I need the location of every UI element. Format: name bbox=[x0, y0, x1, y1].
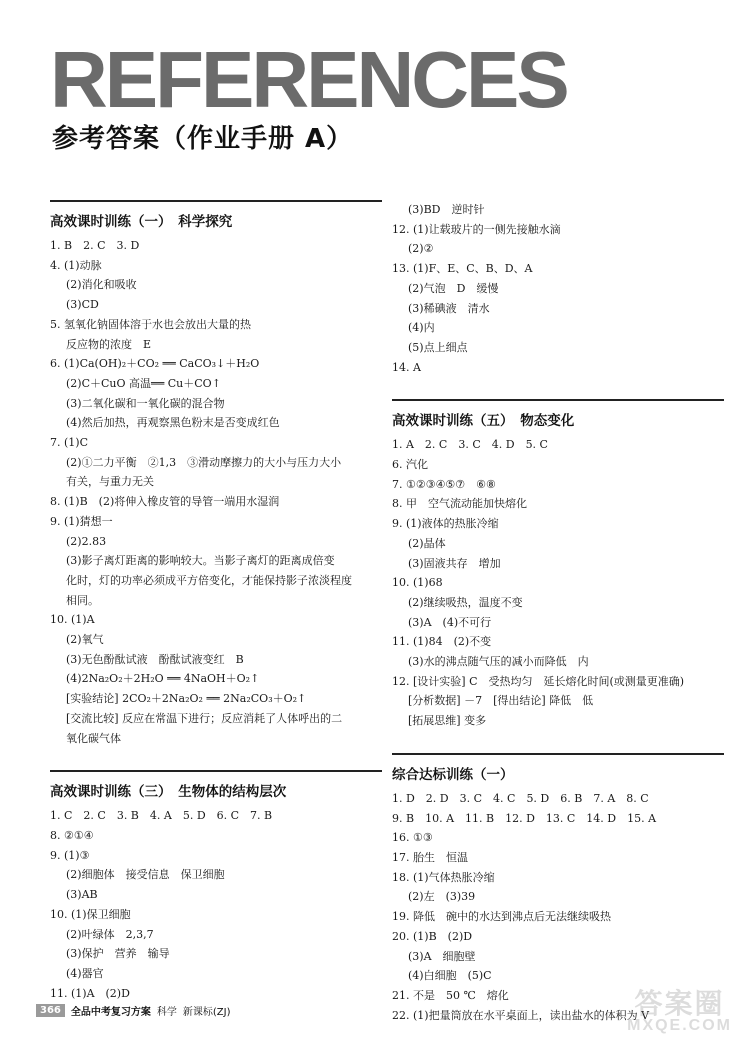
answer-line: (3)A 细胞壁 bbox=[408, 949, 476, 963]
answer-line: (3)CD bbox=[66, 298, 99, 312]
answer-line: 12. (1)让载玻片的一侧先接触水滴 bbox=[392, 222, 561, 236]
answer-line: 19. 降低 碗中的水达到沸点后无法继续吸热 bbox=[392, 910, 611, 924]
answer-line: 7. (1)C bbox=[50, 436, 88, 450]
answer-line: [交流比较] 反应在常温下进行；反应消耗了人体呼出的二 bbox=[66, 711, 343, 725]
answer-line: 21. 不是 50 ℃ 熔化 bbox=[392, 988, 509, 1002]
answer-line: (2)气泡 D 缓慢 bbox=[408, 281, 499, 295]
watermark-top: 答案圈 bbox=[634, 988, 725, 1019]
answer-line: (3)保护 营养 输导 bbox=[66, 947, 170, 961]
answer-line: [拓展思维] 变多 bbox=[408, 714, 487, 728]
answer-line: (3)AB bbox=[66, 888, 98, 902]
answer-section bbox=[50, 200, 382, 748]
answer-line: (3)BD 逆时针 bbox=[408, 203, 485, 216]
page-number: 366 bbox=[36, 1004, 65, 1017]
answer-line: 10. (1)保卫细胞 bbox=[50, 907, 131, 921]
answer-line: 1. B 2. C 3. D bbox=[50, 239, 140, 252]
section-heading: 高效课时训练（一） 科学探究 bbox=[50, 200, 382, 230]
answer-line: (3)稀碘液 清水 bbox=[408, 301, 490, 315]
answer-line: 20. (1)B (2)D bbox=[392, 929, 473, 943]
answer-line: (4)内 bbox=[408, 321, 435, 335]
answer-line: 反应物的浓度 E bbox=[66, 337, 152, 351]
footer-subject: 科学 bbox=[156, 1007, 177, 1018]
answer-line: (3)水的沸点随气压的减小而降低 内 bbox=[408, 655, 589, 669]
references-banner: REFERENCES bbox=[50, 35, 567, 124]
answer-line: 10. (1)A bbox=[50, 613, 95, 627]
section-heading: 高效课时训练（五） 物态变化 bbox=[392, 399, 724, 429]
answer-line: 17. 胎生 恒温 bbox=[392, 850, 468, 864]
answer-line: 22. (1)把量筒放在水平桌面上，读出盐水的体积为 V bbox=[392, 1008, 650, 1022]
watermark-bottom: MXQE.COM bbox=[627, 1017, 732, 1034]
left-column bbox=[50, 200, 382, 1025]
answer-line: (2)C＋CuO 高温══ Cu＋CO↑ bbox=[66, 376, 221, 390]
answer-line: 13. (1)F、E、C、B、D、A bbox=[392, 262, 533, 276]
answer-line: (3)影子离灯距离的影响较大。当影子离灯的距离成倍变 bbox=[66, 554, 335, 568]
section-heading: 综合达标训练（一） bbox=[392, 753, 724, 783]
answer-line: 9. B 10. A 11. B 12. D 13. C 14. D 15. A bbox=[392, 811, 657, 825]
answer-line: (3)固液共存 增加 bbox=[408, 556, 501, 570]
answer-section bbox=[50, 770, 382, 1003]
answer-line: 11. (1)A (2)D bbox=[50, 986, 130, 1000]
page-footer bbox=[36, 1003, 230, 1018]
answer-line: 氧化碳气体 bbox=[66, 731, 121, 745]
answer-line: (2)①二力平衡 ②1,3 ③滑动摩擦力的大小与压力大小 bbox=[66, 455, 342, 469]
answer-section bbox=[392, 399, 724, 731]
answer-line: (3)无色酚酞试液 酚酞试液变红 B bbox=[66, 652, 244, 666]
answer-line: [分析数据] －7 [得出结论] 降低 低 bbox=[408, 694, 594, 708]
answer-line: 16. ①③ bbox=[392, 831, 433, 845]
section-heading: 高效课时训练（三） 生物体的结构层次 bbox=[50, 770, 382, 800]
answer-line: 6. (1)Ca(OH)₂＋CO₂ ══ CaCO₃↓＋H₂O bbox=[50, 357, 260, 371]
answer-line: 1. A 2. C 3. C 4. D 5. C bbox=[392, 438, 548, 452]
answer-line: (2)左 (3)39 bbox=[408, 890, 476, 904]
page-subtitle: 参考答案（作业手册 A） bbox=[52, 124, 354, 154]
answer-line: (4)器官 bbox=[66, 966, 104, 980]
answer-line: 8. 甲 空气流动能加快熔化 bbox=[392, 497, 527, 511]
footer-edition: 新课标(ZJ) bbox=[182, 1007, 231, 1018]
answer-line: 8. (1)B (2)将伸入橡皮管的导管一端用水湿润 bbox=[50, 495, 280, 509]
answer-line: (2)晶体 bbox=[408, 536, 446, 550]
answer-line: (3)A (4)不可行 bbox=[408, 615, 492, 629]
answer-line: (5)点上细点 bbox=[408, 340, 468, 354]
answer-line: 18. (1)气体热胀冷缩 bbox=[392, 870, 495, 884]
answer-line: 11. (1)84 (2)不变 bbox=[392, 635, 492, 649]
answer-line: 10. (1)68 bbox=[392, 576, 443, 590]
answer-line: 1. C 2. C 3. B 4. A 5. D 6. C 7. B bbox=[50, 809, 273, 823]
answer-line: (2)2.83 bbox=[66, 534, 107, 548]
answer-line: 化时，灯的功率必须成平方倍变化，才能保持影子浓淡程度 bbox=[66, 573, 352, 587]
answer-line: 8. ②①④ bbox=[50, 828, 94, 842]
footer-series: 全品中考复习方案 bbox=[70, 1007, 151, 1018]
answer-line: (4)然后加热，再观察黑色粉末是否变成红色 bbox=[66, 416, 280, 430]
answer-line: (3)二氧化碳和一氧化碳的混合物 bbox=[66, 396, 225, 410]
right-column bbox=[392, 200, 724, 1047]
answer-line: 7. ①②③④⑤⑦ ⑥⑧ bbox=[392, 477, 496, 491]
answer-line: 4. (1)动脉 bbox=[50, 258, 102, 272]
answer-line: (4)白细胞 (5)C bbox=[408, 969, 492, 983]
answer-line: 9. (1)液体的热胀冷缩 bbox=[392, 517, 499, 531]
answer-line: 14. A bbox=[392, 360, 421, 374]
answer-line: 9. (1)③ bbox=[50, 848, 90, 862]
answer-line: 5. 氢氧化钠固体溶于水也会放出大量的热 bbox=[50, 317, 251, 331]
answer-section bbox=[392, 753, 724, 1025]
answer-line: (2)氧气 bbox=[66, 633, 104, 647]
answer-line: 相同。 bbox=[66, 593, 99, 607]
answer-line: (4)2Na₂O₂＋2H₂O ══ 4NaOH＋O₂↑ bbox=[66, 672, 260, 686]
answer-line: (2)消化和吸收 bbox=[66, 278, 137, 292]
answer-line: (2)② bbox=[408, 242, 434, 256]
answer-line: (2)细胞体 接受信息 保卫细胞 bbox=[66, 868, 225, 882]
answer-section bbox=[392, 200, 724, 377]
answer-line: 9. (1)猜想一 bbox=[50, 514, 113, 528]
answer-line: 6. 汽化 bbox=[392, 458, 428, 472]
answer-line: (2)叶绿体 2,3,7 bbox=[66, 927, 154, 941]
answer-line: (2)继续吸热，温度不变 bbox=[408, 595, 523, 609]
watermark-logo bbox=[627, 990, 732, 1034]
answer-line: 有关，与重力无关 bbox=[66, 475, 154, 489]
answer-line: 1. D 2. D 3. C 4. C 5. D 6. B 7. A 8. C bbox=[392, 791, 649, 805]
answer-line: 12. [设计实验] C 受热均匀 延长熔化时间(或测量更准确) bbox=[392, 674, 685, 688]
answer-line: [实验结论] 2CO₂＋2Na₂O₂ ══ 2Na₂CO₃＋O₂↑ bbox=[66, 692, 307, 706]
